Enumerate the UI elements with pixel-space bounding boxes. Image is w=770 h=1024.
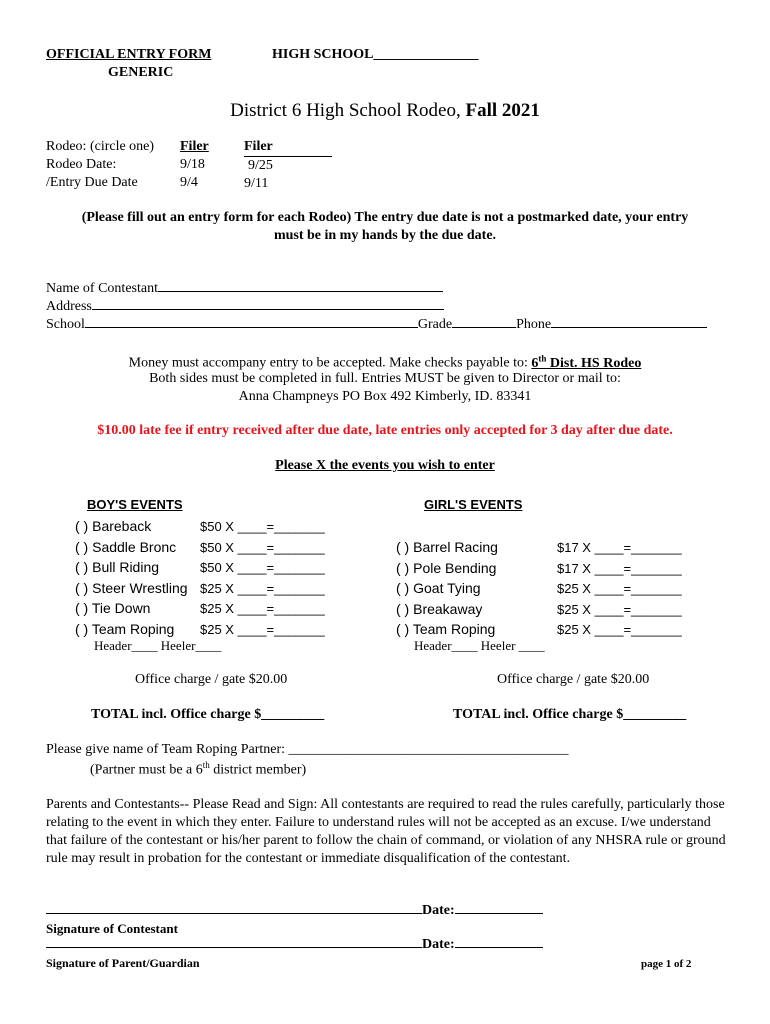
girls-price-team-roping[interactable]: $25 X ____=_______ xyxy=(557,622,682,637)
rodeo-date-label: Rodeo Date: xyxy=(46,157,117,172)
boys-price-bull-riding[interactable]: $50 X ____=_______ xyxy=(200,560,325,575)
address-label: Address xyxy=(46,299,92,314)
rodeo-circle-label: Rodeo: (circle one) xyxy=(46,139,155,154)
mailing-address: Anna Champneys PO Box 492 Kimberly, ID. 83341 xyxy=(238,389,532,404)
rodeo-1-date: 9/18 xyxy=(180,157,205,172)
rodeo-1-head[interactable]: Filer xyxy=(180,139,209,154)
late-fee-notice: $10.00 late fee if entry received after due date, late entries only accepted for 3 day after due date. xyxy=(97,423,673,438)
payment-line-1 xyxy=(0,353,770,372)
contestant-name-row[interactable] xyxy=(46,281,443,297)
phone-input[interactable] xyxy=(551,326,707,328)
boys-price-bareback[interactable]: $50 X ____=_______ xyxy=(200,519,325,534)
boys-header-heeler[interactable]: Header____ Heeler____ xyxy=(94,638,222,653)
school-row[interactable] xyxy=(46,317,707,333)
girls-header-heeler[interactable]: Header____ Heeler ____ xyxy=(414,638,545,653)
parent-signature-row[interactable] xyxy=(46,937,543,953)
contestant-signature-row[interactable] xyxy=(46,903,543,919)
boys-price-team-roping[interactable]: $25 X ____=_______ xyxy=(200,621,325,637)
boys-event-team-roping[interactable]: ( ) Team Roping xyxy=(75,620,175,637)
girls-event-barrel-racing[interactable]: ( ) Barrel Racing xyxy=(396,539,498,555)
boys-event-bull-riding[interactable]: ( ) Bull Riding xyxy=(75,559,160,575)
rodeo-column-1[interactable] xyxy=(180,138,209,192)
boys-event-tie-down[interactable]: ( ) Tie Down xyxy=(75,600,151,616)
girls-price-goat-tying[interactable]: $25 X ____=_______ xyxy=(557,581,682,596)
grade-input[interactable] xyxy=(452,326,516,328)
girls-price-pole-bending[interactable]: $17 X ____=_______ xyxy=(557,560,682,576)
girls-price-breakaway[interactable]: $25 X ____=_______ xyxy=(557,601,682,617)
grade-label: Grade xyxy=(417,317,453,332)
girls-event-breakaway[interactable]: ( ) Breakaway xyxy=(396,600,483,617)
rodeo-2-head[interactable]: Filer xyxy=(244,138,332,157)
events-heading: Please X the events you wish to enter xyxy=(275,458,495,473)
boys-total[interactable]: TOTAL incl. Office charge $_________ xyxy=(91,707,325,722)
rodeo-1-due: 9/4 xyxy=(180,175,198,190)
payment-text: Money must accompany entry to be accepted. Make checks payable to: xyxy=(128,355,532,371)
page-number: page 1 of 2 xyxy=(641,958,692,970)
school-label: School xyxy=(46,317,85,332)
instructions-line-1: (Please fill out an entry form for each Rodeo) The entry due date is not a postmarked date, your entry xyxy=(81,210,689,225)
boys-event-bareback[interactable]: ( ) Bareback xyxy=(75,518,152,534)
contestant-name-label: Name of Contestant xyxy=(46,281,158,296)
rodeo-2-due: 9/11 xyxy=(244,176,269,191)
boys-events-heading: BOY'S EVENTS xyxy=(87,497,183,512)
instructions-line-2: must be in my hands by the due date. xyxy=(273,228,497,243)
team-roping-partner-field[interactable]: Please give name of Team Roping Partner: ________________________________________ xyxy=(46,742,569,757)
girls-events-heading: GIRL'S EVENTS xyxy=(424,497,523,512)
rodeo-column-2[interactable] xyxy=(244,138,332,193)
title-bold: Fall 2021 xyxy=(465,100,540,121)
parent-date-label: Date: xyxy=(422,937,455,952)
boys-price-saddle-bronc[interactable]: $50 X ____=_______ xyxy=(200,539,325,555)
address-row[interactable] xyxy=(46,299,444,315)
payable-to: 6th Dist. HS Rodeo xyxy=(531,353,642,371)
rodeo-2-date: 9/25 xyxy=(248,158,273,173)
boys-price-tie-down[interactable]: $25 X ____=_______ xyxy=(200,601,325,616)
title-main: District 6 High School Rodeo, xyxy=(230,100,466,121)
rules-paragraph: Parents and Contestants-- Please Read and Sign: All contestants are required to read the rules carefully, particularly those relating to the event in which they enter. Failure to understand rules will not be accepted as an excuse. I/we understand that failure of the contestant or his/her parent to follow the chain of command, or violation of any NHSRA rule or ground rule may result in probation for the contestant or immediate disqualification of the contestant. xyxy=(46,797,726,866)
girls-price-barrel-racing[interactable]: $17 X ____=_______ xyxy=(557,540,682,555)
contestant-date-label: Date: xyxy=(422,903,455,918)
page-title xyxy=(0,100,770,122)
boys-event-steer-wrestling[interactable]: ( ) Steer Wrestling xyxy=(75,579,188,596)
girls-events-list xyxy=(396,537,498,640)
phone-label: Phone xyxy=(516,317,552,332)
official-entry-form-label: OFFICIAL ENTRY FORM xyxy=(46,47,212,62)
entry-due-label: /Entry Due Date xyxy=(46,175,138,190)
boys-events-list xyxy=(75,516,188,639)
girls-event-team-roping[interactable]: ( ) Team Roping xyxy=(396,621,496,637)
generic-label: GENERIC xyxy=(108,65,174,80)
parent-signature-input[interactable] xyxy=(46,946,422,948)
girls-office-charge: Office charge / gate $20.00 xyxy=(497,672,650,687)
school-input[interactable] xyxy=(85,326,418,328)
girls-event-goat-tying[interactable]: ( ) Goat Tying xyxy=(396,580,481,596)
partner-note: (Partner must be a 6th district member) xyxy=(90,760,307,778)
boys-office-charge: Office charge / gate $20.00 xyxy=(135,672,288,687)
parent-date-input[interactable] xyxy=(455,946,543,948)
boys-event-saddle-bronc[interactable]: ( ) Saddle Bronc xyxy=(75,538,177,555)
contestant-signature-input[interactable] xyxy=(46,912,422,914)
boys-prices-list xyxy=(200,517,325,640)
girls-event-pole-bending[interactable]: ( ) Pole Bending xyxy=(396,559,497,576)
contestant-name-input[interactable] xyxy=(158,290,443,292)
girls-prices-list xyxy=(557,538,682,641)
rodeo-info-labels xyxy=(46,138,154,192)
parent-signature-label: Signature of Parent/Guardian xyxy=(46,956,200,970)
payment-line-2: Both sides must be completed in full. Entries MUST be given to Director or mail to: xyxy=(149,371,621,386)
address-input[interactable] xyxy=(92,308,444,310)
contestant-date-input[interactable] xyxy=(455,912,543,914)
boys-price-steer-wrestling[interactable]: $25 X ____=_______ xyxy=(200,580,325,596)
contestant-signature-label: Signature of Contestant xyxy=(46,921,178,936)
girls-total[interactable]: TOTAL incl. Office charge $_________ xyxy=(453,707,687,722)
high-school-field[interactable]: HIGH SCHOOL_______________ xyxy=(272,47,479,62)
